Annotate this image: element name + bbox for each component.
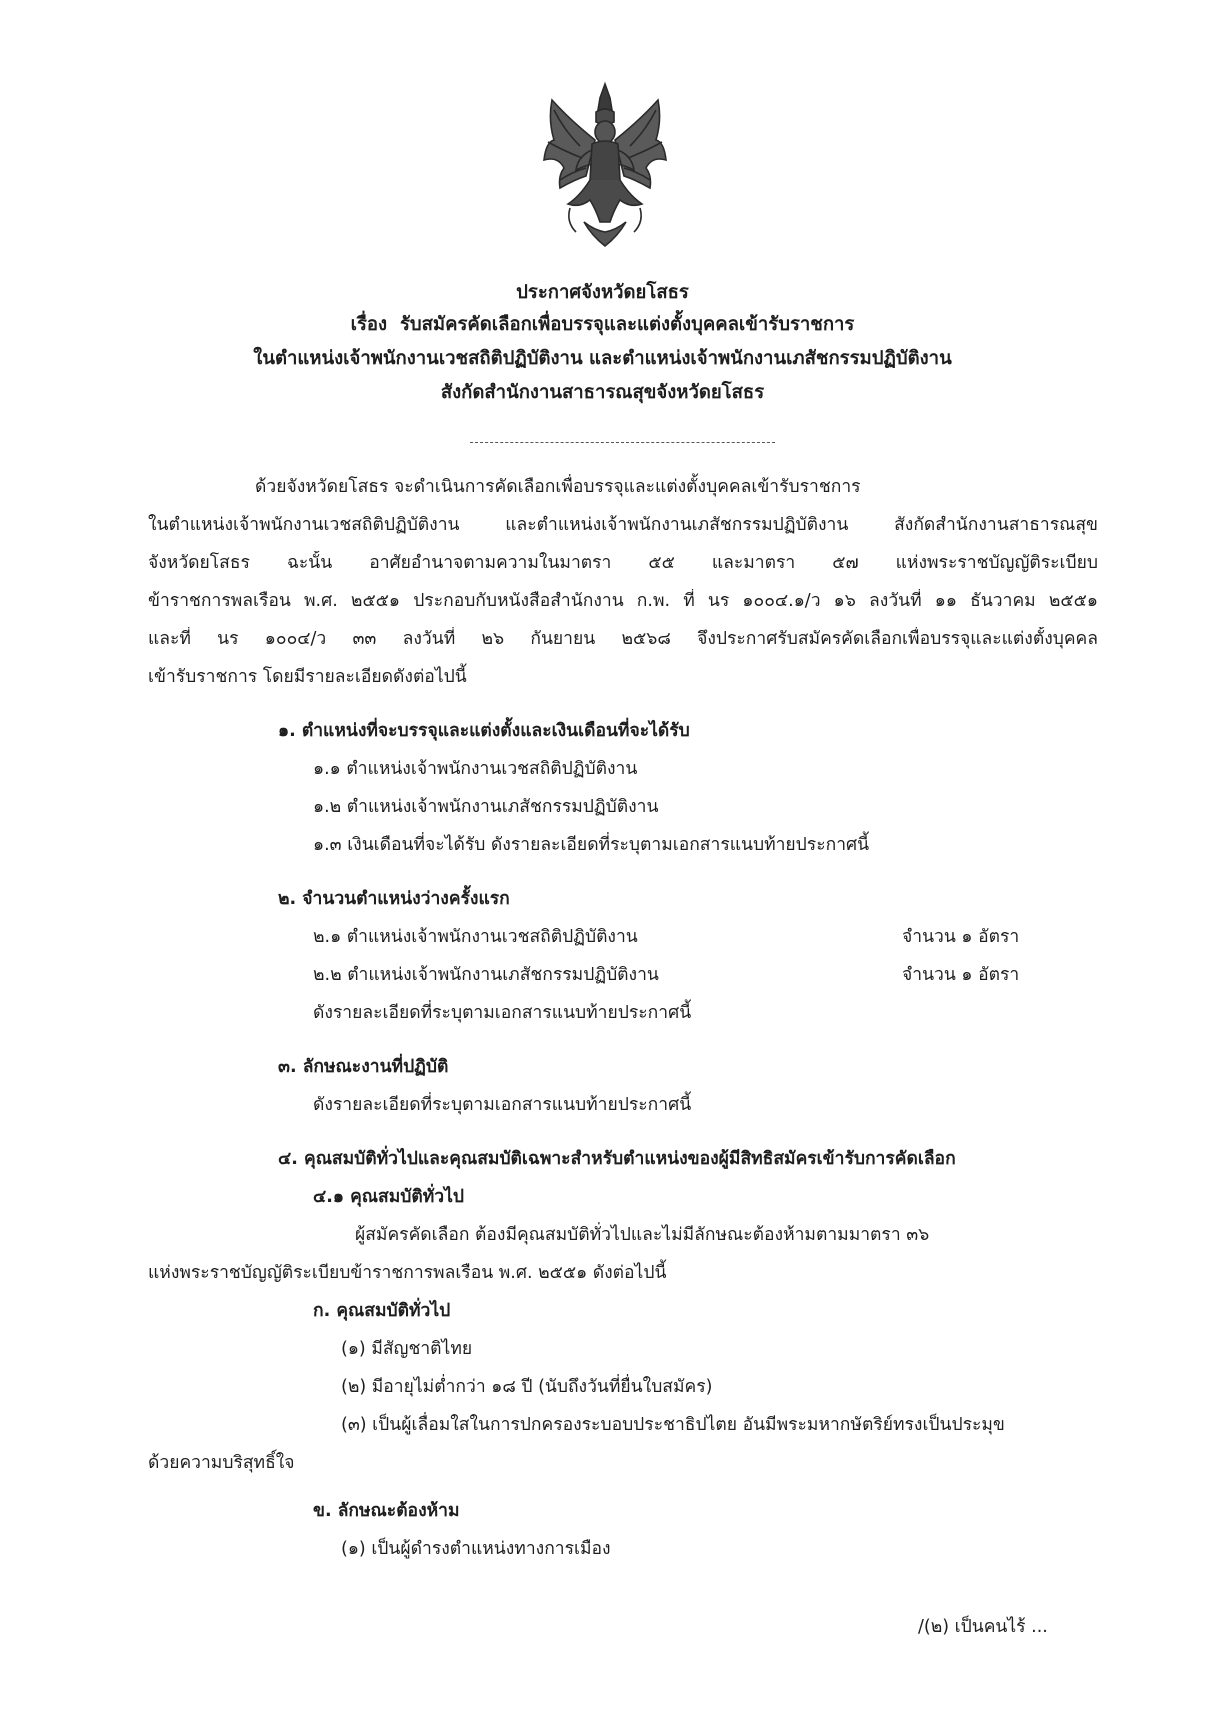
section2-item-2-label: ๒.๒ ตำแหน่งเจ้าพนักงานเภสัชกรรมปฏิบัติงาน <box>313 965 659 985</box>
section2-heading: ๒. จำนวนตำแหน่งว่างครั้งแรก <box>278 889 510 909</box>
announcement-title: ประกาศจังหวัดยโสธร <box>516 282 689 303</box>
section2-item-1-label: ๒.๑ ตำแหน่งเจ้าพนักงานเวชสถิติปฏิบัติงาน <box>313 927 638 947</box>
subject-line <box>0 313 1205 337</box>
section4-para-line-1: ผู้สมัครคัดเลือก ต้องมีคุณสมบัติทั่วไปและไม่มีลักษณะต้องห้ามตามมาตรา ๓๖ <box>355 1225 930 1245</box>
section2-note: ดังรายละเอียดที่ระบุตามเอกสารแนบท้ายประกาศนี้ <box>313 1003 692 1023</box>
qualification-item-1: (๑) มีสัญชาติไทย <box>341 1339 473 1359</box>
intro-line-6: เข้ารับราชการ โดยมีรายละเอียดดังต่อไปนี้ <box>148 667 467 687</box>
section1-item-3: ๑.๓ เงินเดือนที่จะได้รับ ดังรายละเอียดที่ระบุตามเอกสารแนบท้ายประกาศนี้ <box>313 835 870 855</box>
intro-line-5: และที่ นร ๑๐๐๔/ว ๓๓ ลงวันที่ ๒๖ กันยายน ๒๕๖๘ จึงประกาศรับสมัครคัดเลือกเพื่อบรรจุและแต่งตั้งบุคคล <box>148 629 1098 649</box>
prohibitions-heading: ข. ลักษณะต้องห้าม <box>313 1501 460 1521</box>
section1-item-2: ๑.๒ ตำแหน่งเจ้าพนักงานเภสัชกรรมปฏิบัติงาน <box>313 797 659 817</box>
section1-item-1: ๑.๑ ตำแหน่งเจ้าพนักงานเวชสถิติปฏิบัติงาน <box>313 759 638 779</box>
garuda-emblem-icon <box>540 80 670 250</box>
positions-line: ในตำแหน่งเจ้าพนักงานเวชสถิติปฏิบัติงาน และตำแหน่งเจ้าพนักงานเภสัชกรรมปฏิบัติงาน <box>253 348 952 369</box>
section4-sub-heading: ๔.๑ คุณสมบัติทั่วไป <box>313 1187 464 1207</box>
section2-item-1-count: จำนวน ๑ อัตรา <box>902 927 1020 947</box>
subject-prefix: เรื่อง <box>350 314 388 335</box>
subject-text: รับสมัครคัดเลือกเพื่อบรรจุและแต่งตั้งบุคคลเข้ารับราชการ <box>399 314 855 335</box>
intro-line-2: ในตำแหน่งเจ้าพนักงานเวชสถิติปฏิบัติงาน และตำแหน่งเจ้าพนักงานเภสัชกรรมปฏิบัติงาน สังกัดสำนักงานสาธารณสุข <box>148 515 1098 535</box>
page-continuation: /(๒) เป็นคนไร้ ... <box>918 1617 1048 1637</box>
intro-line-3: จังหวัดยโสธร ฉะนั้น อาศัยอำนาจตามความในมาตรา ๕๕ และมาตรา ๕๗ แห่งพระราชบัญญัติระเบียบ <box>148 553 1098 573</box>
qualification-item-3-continued: ด้วยความบริสุทธิ์ใจ <box>148 1453 295 1473</box>
qualification-item-2: (๒) มีอายุไม่ต่ำกว่า ๑๘ ปี (นับถึงวันที่ยื่นใบสมัคร) <box>341 1377 713 1397</box>
affiliation-line: สังกัดสำนักงานสาธารณสุขจังหวัดยโสธร <box>440 382 765 403</box>
section3-heading: ๓. ลักษณะงานที่ปฏิบัติ <box>278 1057 449 1077</box>
prohibition-item-1: (๑) เป็นผู้ดำรงตำแหน่งทางการเมือง <box>341 1539 611 1559</box>
intro-line-4: ข้าราชการพลเรือน พ.ศ. ๒๕๕๑ ประกอบกับหนังสือสำนักงาน ก.พ. ที่ นร ๑๐๐๔.๑/ว ๑๖ ลงวันที่ ๑๑ ธันวาคม ๒๕๕๑ <box>148 591 1098 611</box>
section2-item-2-count: จำนวน ๑ อัตรา <box>902 965 1020 985</box>
section1-heading: ๑. ตำแหน่งที่จะบรรจุและแต่งตั้งและเงินเดือนที่จะได้รับ <box>278 721 690 741</box>
qualifications-heading: ก. คุณสมบัติทั่วไป <box>313 1301 451 1321</box>
title-divider <box>470 442 775 443</box>
section3-note: ดังรายละเอียดที่ระบุตามเอกสารแนบท้ายประกาศนี้ <box>313 1095 692 1115</box>
intro-line-1: ด้วยจังหวัดยโสธร จะดำเนินการคัดเลือกเพื่อบรรจุและแต่งตั้งบุคคลเข้ารับราชการ <box>255 477 861 497</box>
section4-para-line-2: แห่งพระราชบัญญัติระเบียบข้าราชการพลเรือน พ.ศ. ๒๕๕๑ ดังต่อไปนี้ <box>148 1263 667 1283</box>
qualification-item-3: (๓) เป็นผู้เลื่อมใสในการปกครองระบอบประชาธิปไตย อันมีพระมหากษัตริย์ทรงเป็นประมุข <box>341 1415 1005 1435</box>
section4-heading: ๔. คุณสมบัติทั่วไปและคุณสมบัติเฉพาะสำหรับตำแหน่งของผู้มีสิทธิสมัครเข้ารับการคัดเลือก <box>278 1149 956 1169</box>
